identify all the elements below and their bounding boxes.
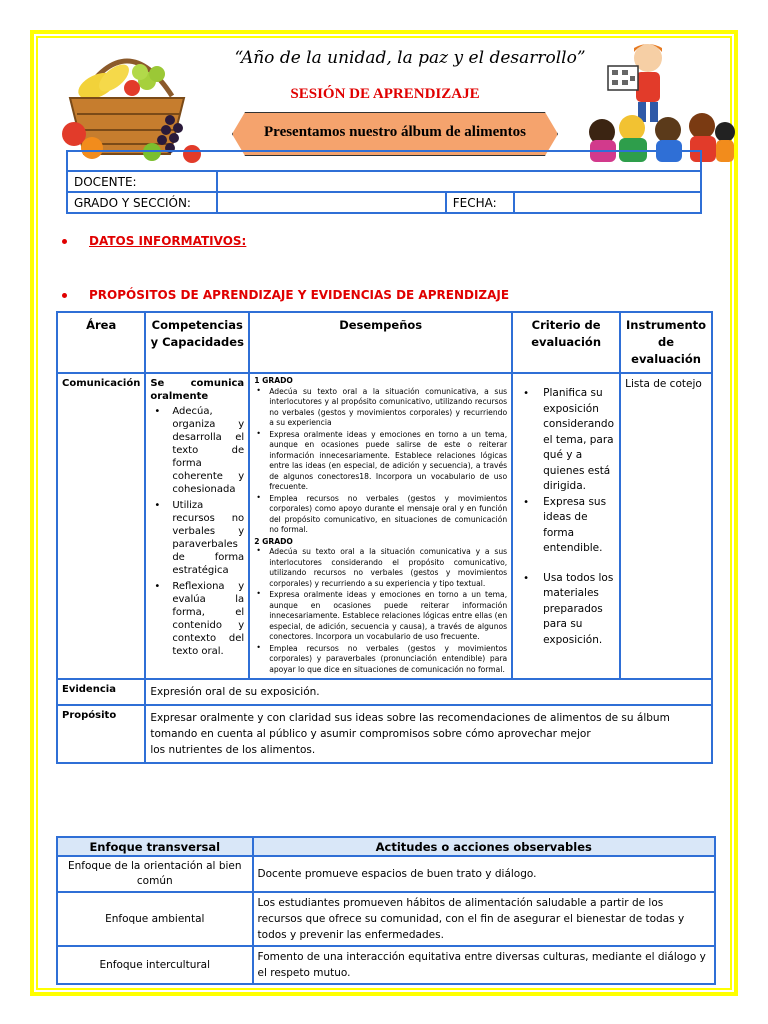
instrument-cell: Lista de cotejo xyxy=(620,373,712,679)
enfoque-header-row xyxy=(57,837,715,856)
enfoque-name: Enfoque ambiental xyxy=(57,892,253,946)
capacities-list xyxy=(150,405,244,658)
enfoque-action: Fomento de una interacción equitativa entre diversas culturas, mediante el diálogo y el respeto mutuo. xyxy=(253,946,715,984)
grade-field[interactable] xyxy=(217,192,446,213)
grade2-list xyxy=(254,547,507,675)
teacher-field[interactable] xyxy=(217,171,701,192)
header-enfoque: Enfoque transversal xyxy=(57,837,253,856)
propositos-heading xyxy=(62,288,509,302)
grade1-label: 1 GRADO xyxy=(254,376,293,385)
datos-heading xyxy=(62,234,246,248)
purposes-header-row xyxy=(57,312,712,373)
performance-item: • Expresa oralmente ideas y emociones en torno a un tema, aunque en ocasiones puede reiterar información innecesariamente. Establece relaciones lógicas entre ellas (en especial, de adición, secuencia y causa), a través de algunos conectores. Incorpora un vocabulario de uso frecuente. xyxy=(254,590,507,643)
date-field[interactable] xyxy=(514,192,701,213)
info-row-teacher xyxy=(67,171,701,192)
enfoque-row xyxy=(57,892,715,946)
evidence-text: Expresión oral de su exposición. xyxy=(145,679,712,705)
purpose-text xyxy=(145,705,712,763)
enfoque-row xyxy=(57,946,715,984)
evidence-row xyxy=(57,679,712,705)
datos-heading-text: DATOS INFORMATIVOS: xyxy=(89,234,247,248)
propositos-heading-text: PROPÓSITOS DE APRENDIZAJE Y EVIDENCIAS DE APRENDIZAJE xyxy=(89,288,510,302)
header-criteria: Criterio de evaluación xyxy=(512,312,620,373)
criteria-cell xyxy=(512,373,620,679)
grade1-list xyxy=(254,387,507,536)
performance-item: • Adecúa su texto oral a la situación comunicativa, a sus interlocutores y al propósito comunicativo, utilizando recursos no verbales (gestos y movimientos corporales) y recurriendo a su experiencia xyxy=(254,387,507,429)
date-label: FECHA: xyxy=(446,192,514,213)
purposes-table xyxy=(56,311,713,764)
performance-cell xyxy=(249,373,512,679)
grade2-label: 2 GRADO xyxy=(254,536,293,546)
motto-text: “Año de la unidad, la paz y el desarrollo” xyxy=(234,48,586,68)
competencies-cell xyxy=(145,373,249,679)
performance-item: • Adecúa su texto oral a la situación comunicativa y a sus interlocutores considerando el propósito comunicativo, utilizando recursos no verbales (gestos y movimientos corporales) y recurriendo a su experiencia y tipo textual. xyxy=(254,547,507,589)
competence-title: Se comunica oralmente xyxy=(150,378,245,402)
capacity-item: • Utiliza recursos no verbales y paraverbales de forma estratégica xyxy=(150,499,244,577)
header-instrument: Instrumento de evaluación xyxy=(620,312,712,373)
criteria-item: • Expresa sus ideas de forma entendible. xyxy=(517,495,615,557)
enfoque-action: Los estudiantes promueven hábitos de alimentación saludable a partir de los recursos que ofrece su comunidad, con el fin de asegurar el bienestar de todas y todos y prevenir las enfermedades. xyxy=(253,892,715,946)
enfoque-action: Docente promueve espacios de buen trato y diálogo. xyxy=(253,856,715,892)
session-name: Presentamos nuestro álbum de alimentos xyxy=(264,124,526,140)
performance-item: • Emplea recursos no verbales (gestos y movimientos corporales) como apoyo durante el mensaje oral y en función del propósito comunicativo, en situaciones de comunicación no formal. xyxy=(254,494,507,536)
performance-item: • Emplea recursos no verbales (gestos y movimientos corporales) y paraverbales (pronunciación entendible) para apoyar lo que dice en situaciones de comunicación no formal. xyxy=(254,644,507,676)
info-cell-blank xyxy=(67,151,701,171)
info-row-blank xyxy=(67,151,701,171)
header-performance: Desempeños xyxy=(249,312,512,373)
enfoque-name: Enfoque intercultural xyxy=(57,946,253,984)
evidence-label: Evidencia xyxy=(57,679,145,705)
enfoque-table xyxy=(56,836,716,985)
fruit-basket-illustration xyxy=(52,36,202,166)
enfoque-name: Enfoque de la orientación al bien común xyxy=(57,856,253,892)
enfoque-row xyxy=(57,856,715,892)
purpose-line: tomando en cuenta al público y asumir compromisos sobre cómo aprovechar mejor xyxy=(150,728,591,740)
info-row-grade xyxy=(67,192,701,213)
purpose-line: los nutrientes de los alimentos. xyxy=(150,744,316,756)
performance-item: • Expresa oralmente ideas y emociones en torno a un tema, aunque en ocasiones puede salirse de este o reiterar información innecesariamente. Establece relaciones lógicas entre las ideas (en especial, de adición y secuencia), a través de algunos conectores18. Incorpora un vocabulario de uso frecuente. xyxy=(254,430,507,493)
header-area: Área xyxy=(57,312,145,373)
bullet-icon xyxy=(62,239,67,244)
session-title: SESIÓN DE APRENDIZAJE xyxy=(290,86,480,102)
header-acciones: Actitudes o acciones observables xyxy=(253,837,715,856)
criteria-list xyxy=(517,386,615,648)
purposes-body-row xyxy=(57,373,712,679)
teacher-label: DOCENTE: xyxy=(67,171,217,192)
bullet-icon xyxy=(62,293,67,298)
area-cell: Comunicación xyxy=(57,373,145,679)
criteria-item: • Planifica su exposición considerando el tema, para qué y a quienes está dirigida. xyxy=(517,386,615,495)
purpose-label: Propósito xyxy=(57,705,145,763)
purpose-line: Expresar oralmente y con claridad sus ideas sobre las recomendaciones de alimentos de su álbum xyxy=(150,712,670,724)
capacity-item: • Adecúa, organiza y desarrolla el texto de forma coherente y cohesionada xyxy=(150,405,244,496)
grade-label: GRADO Y SECCIÓN: xyxy=(67,192,217,213)
criteria-item: • Usa todos los materiales preparados para su exposición. xyxy=(517,571,615,649)
info-table xyxy=(66,150,702,214)
capacity-item: • Reflexiona y evalúa la forma, el contenido y contexto del texto oral. xyxy=(150,580,244,658)
header-competencies: Competencias y Capacidades xyxy=(145,312,249,373)
purpose-row xyxy=(57,705,712,763)
